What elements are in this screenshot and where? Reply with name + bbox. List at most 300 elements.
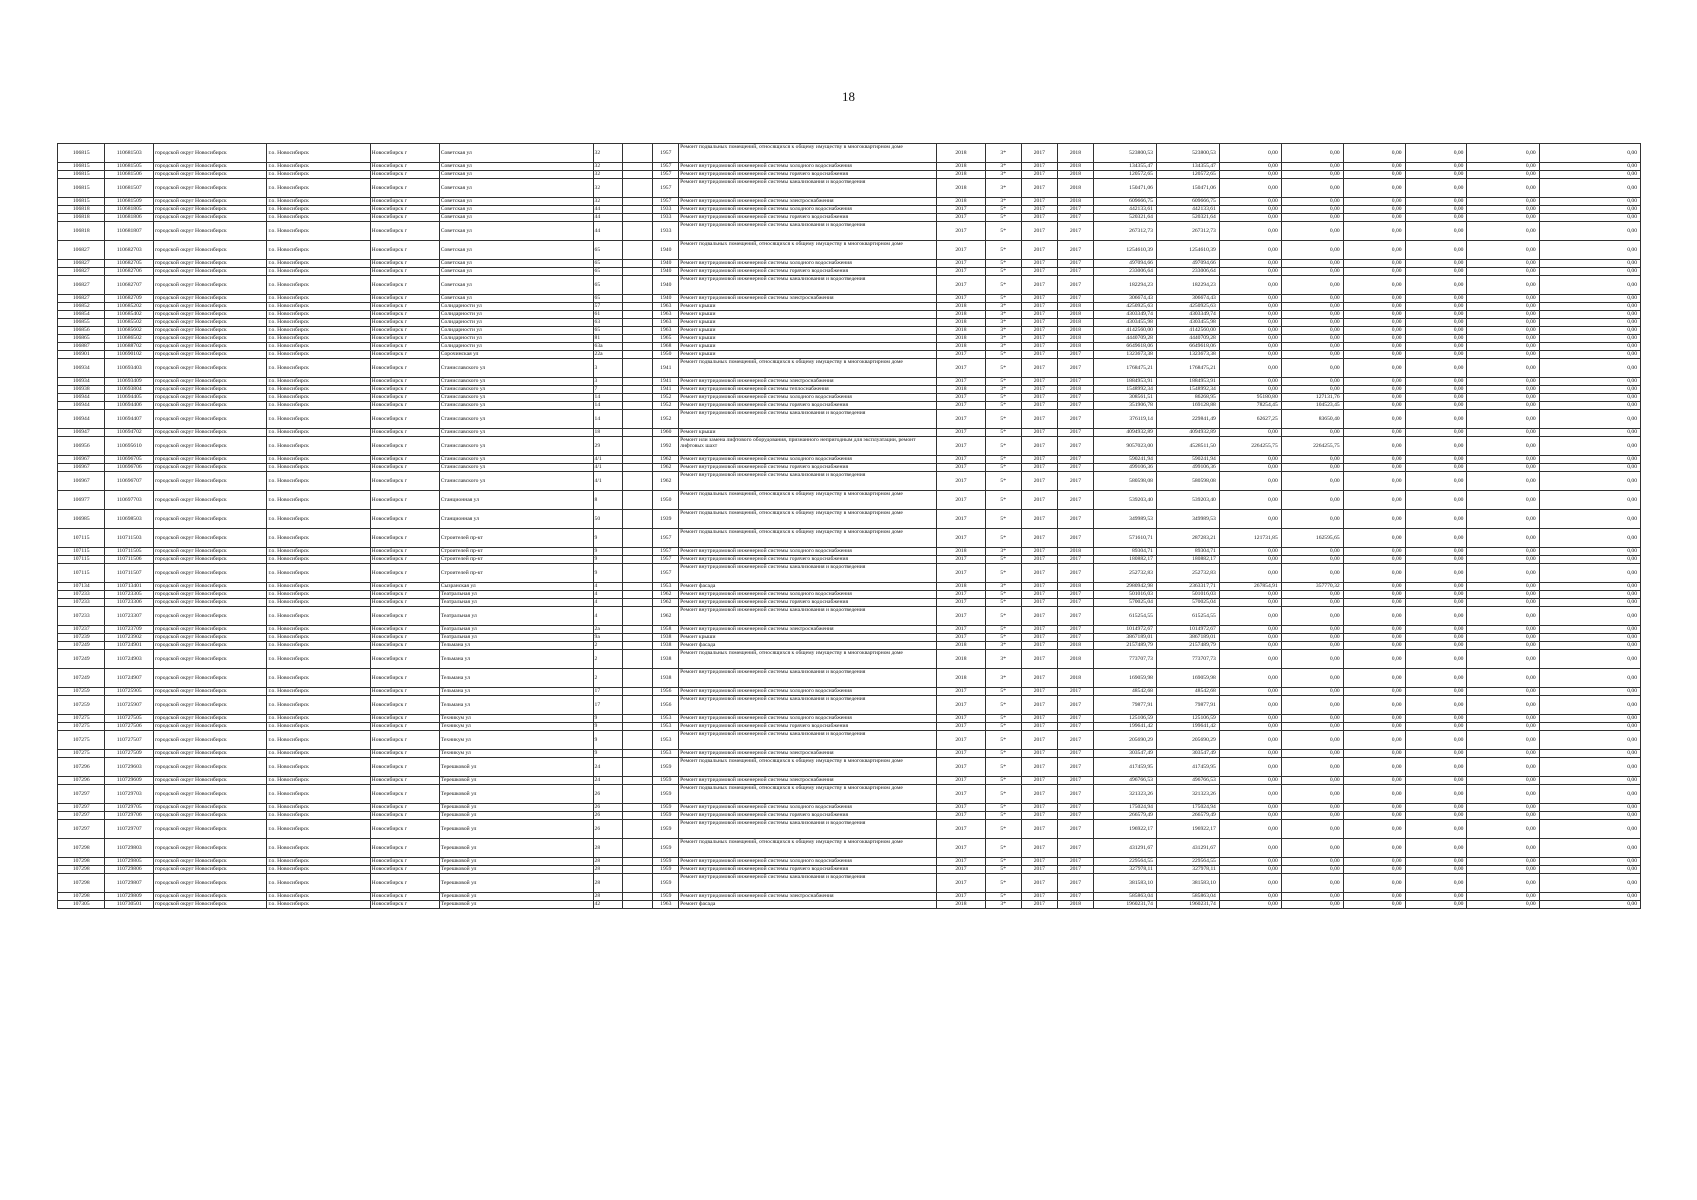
table-cell: 107297 [58,785,105,804]
table-cell: 0,00 [1405,359,1467,378]
table-cell: Новосибирск г [370,335,439,343]
table-cell: 5* [985,464,1021,472]
table-cell: 0,00 [1539,731,1640,750]
table-cell: 0,00 [1281,303,1343,311]
table-cell: 2017 [1021,179,1057,198]
table-cell: Новосибирск г [370,343,439,351]
table-cell: 110711507 [105,564,154,583]
table-cell: городской округ Новосибирск [153,858,267,866]
table-cell: 9 [593,529,623,548]
table-cell: 2017 [1057,564,1093,583]
table-cell: 2018 [937,179,986,198]
table-cell: 0,00 [1467,268,1539,276]
table-cell: 0,00 [1343,529,1405,548]
table-cell: 0,00 [1343,591,1405,599]
table-cell: г.о. Новосибирск [267,464,370,472]
table-cell: 5* [985,214,1021,222]
table-cell: 0,00 [1281,669,1343,688]
table-cell: 48542,68 [1093,688,1156,696]
table-cell: 0,00 [1539,626,1640,634]
table-cell: 0,00 [1343,206,1405,214]
table-cell: 0,00 [1343,144,1405,163]
table-cell: Ремонт крыши [679,303,937,311]
table-cell: 0,00 [1343,351,1405,359]
table-cell: Новосибирск г [370,268,439,276]
table-row [58,351,1641,359]
table-cell: 2017 [1021,491,1057,510]
table-cell: Новосибирск г [370,901,439,909]
table-cell: Новосибирск г [370,669,439,688]
table-cell: 0,00 [1467,144,1539,163]
table-cell: 107237 [58,626,105,634]
table-cell: 9 [593,548,623,556]
table-cell: 107297 [58,812,105,820]
table-row [58,303,1641,311]
table-cell: 0,00 [1219,171,1281,179]
table-cell: 110723307 [105,607,154,626]
table-cell [623,626,653,634]
table-cell: 357770,32 [1281,583,1343,591]
table-cell: г.о. Новосибирск [267,688,370,696]
table-cell: 106938 [58,386,105,394]
table-cell: Ремонт внутридомовой инженерной системы канализования и водоотведения [679,222,937,241]
table-cell: 0,00 [1467,359,1539,378]
table-cell: городской округ Новосибирск [153,311,267,319]
table-cell: 1953 [653,583,679,591]
table-cell: городской округ Новосибирск [153,327,267,335]
table-cell: 0,00 [1343,410,1405,429]
table-cell: Новосибирск г [370,564,439,583]
table-cell: 0,00 [1467,335,1539,343]
table-cell: 1960231,74 [1093,901,1156,909]
table-cell: 4/1 [593,464,623,472]
table-row [58,437,1641,456]
table-cell: 3* [985,303,1021,311]
table-cell: Новосибирск г [370,696,439,715]
table-cell: 0,00 [1405,335,1467,343]
table-cell: 1953 [653,731,679,750]
table-cell: 0,00 [1219,327,1281,335]
table-cell: городской округ Новосибирск [153,394,267,402]
table-cell: 1959 [653,804,679,812]
table-cell: 5* [985,688,1021,696]
table-cell: Ремонт внутридомовой инженерной системы горячего водоснабжения [679,866,937,874]
table-cell: Новосибирск г [370,179,439,198]
table-cell: 0,00 [1281,144,1343,163]
table-cell: Театральная ул [439,634,593,642]
table-cell: 107275 [58,723,105,731]
table-row [58,260,1641,268]
table-cell: 2017 [1057,410,1093,429]
table-cell: 4303455,98 [1093,319,1156,327]
table-cell: 110696705 [105,456,154,464]
table-cell: 106818 [58,206,105,214]
table-cell: 150471,06 [1156,179,1219,198]
table-cell: городской округ Новосибирск [153,626,267,634]
table-cell: 0,00 [1343,268,1405,276]
table-cell: 0,00 [1219,214,1281,222]
table-cell: 2018 [937,335,986,343]
table-cell: 0,00 [1219,386,1281,394]
table-cell: 0,00 [1539,319,1640,327]
table-cell: 1959 [653,839,679,858]
table-cell: г.о. Новосибирск [267,214,370,222]
table-cell: 0,00 [1219,785,1281,804]
table-cell: 65 [593,327,623,335]
table-cell: 107233 [58,591,105,599]
table-cell: 110725905 [105,688,154,696]
table-cell: 303547,49 [1156,750,1219,758]
table-cell: 2017 [937,437,986,456]
table-cell: 106827 [58,268,105,276]
table-cell: г.о. Новосибирск [267,642,370,650]
table-row [58,343,1641,351]
table-cell: Ремонт внутридомовой инженерной системы канализования и водоотведения [679,731,937,750]
table-cell: 0,00 [1539,583,1640,591]
table-cell: 32 [593,171,623,179]
table-cell: г.о. Новосибирск [267,583,370,591]
table-cell: 110729706 [105,812,154,820]
table-cell: 2018 [1057,650,1093,669]
table-cell: 0,00 [1343,750,1405,758]
table-cell: г.о. Новосибирск [267,820,370,839]
table-cell: 0,00 [1281,901,1343,909]
table-cell: Театральная ул [439,591,593,599]
table-cell: Станиславского ул [439,394,593,402]
table-cell: 79877,91 [1156,696,1219,715]
table-cell: 4528511,50 [1156,437,1219,456]
table-cell: 0,00 [1219,198,1281,206]
table-cell: 2017 [1057,607,1093,626]
table-cell: 2018 [937,144,986,163]
table-cell: Новосибирск г [370,206,439,214]
table-cell: 2017 [1057,222,1093,241]
table-cell: 2017 [937,777,986,785]
table-cell: городской округ Новосибирск [153,688,267,696]
table-cell: Новосибирск г [370,548,439,556]
table-cell: 0,00 [1219,144,1281,163]
table-cell: 0,00 [1539,179,1640,198]
table-cell: городской округ Новосибирск [153,564,267,583]
table-cell: 0,00 [1467,343,1539,351]
table-cell: 2018 [1057,144,1093,163]
table-cell: Новосибирск г [370,626,439,634]
table-cell: городской округ Новосибирск [153,893,267,901]
table-row [58,758,1641,777]
table-cell: 0,00 [1405,295,1467,303]
table-cell: 107298 [58,858,105,866]
table-cell: Новосибирск г [370,777,439,785]
table-cell: 0,00 [1343,688,1405,696]
table-cell: 0,00 [1405,820,1467,839]
table-row [58,858,1641,866]
table-cell: 0,00 [1467,410,1539,429]
table-cell: г.о. Новосибирск [267,378,370,386]
table-cell: 44 [593,214,623,222]
table-cell: 107298 [58,839,105,858]
table-cell: 2 [593,650,623,669]
table-cell: 5* [985,410,1021,429]
table-cell: г.о. Новосибирск [267,510,370,529]
table-cell: 0,00 [1539,295,1640,303]
table-cell: 0,00 [1405,626,1467,634]
table-cell: 267312,73 [1156,222,1219,241]
table-cell: г.о. Новосибирск [267,222,370,241]
table-cell: 5* [985,874,1021,893]
table-cell: Ремонт внутридомовой инженерной системы горячего водоснабжения [679,599,937,607]
table-cell: 0,00 [1405,464,1467,472]
table-cell: 107115 [58,529,105,548]
table-cell: 1950 [653,491,679,510]
table-cell: 0,00 [1405,839,1467,858]
table-row [58,163,1641,171]
table-cell: 0,00 [1219,696,1281,715]
table-cell: городской округ Новосибирск [153,464,267,472]
table-cell: 2018 [937,303,986,311]
table-cell: Советская ул [439,295,593,303]
table-cell: 0,00 [1467,260,1539,268]
table-cell: 0,00 [1405,394,1467,402]
table-cell: 0,00 [1467,607,1539,626]
table-cell: 0,00 [1343,327,1405,335]
table-cell: 0,00 [1219,642,1281,650]
table-cell: 5* [985,866,1021,874]
table-cell: 48542,68 [1156,688,1219,696]
table-cell: г.о. Новосибирск [267,723,370,731]
table-cell: 0,00 [1219,295,1281,303]
table-cell: 0,00 [1281,839,1343,858]
table-cell: 2017 [937,874,986,893]
table-cell [623,335,653,343]
table-cell: Строителей пр-кт [439,548,593,556]
table-cell: 106944 [58,402,105,410]
table-cell: 0,00 [1219,303,1281,311]
table-cell: 1933 [653,214,679,222]
table-cell: Ремонт внутридомовой инженерной системы канализования и водоотведения [679,820,937,839]
table-cell: Терешковой ул [439,866,593,874]
table-cell: 110727507 [105,731,154,750]
table-cell: Станиславского ул [439,410,593,429]
table-cell: г.о. Новосибирск [267,893,370,901]
table-cell: 2017 [937,456,986,464]
table-cell: 1323673,38 [1093,351,1156,359]
table-cell: 110729603 [105,758,154,777]
table-cell: 2017 [1057,241,1093,260]
table-cell: 1959 [653,893,679,901]
table-cell [623,556,653,564]
table-cell: 5* [985,295,1021,303]
table-cell: 106827 [58,276,105,295]
table-cell: 497094,66 [1156,260,1219,268]
table-cell: 32 [593,163,623,171]
table-cell: 0,00 [1343,874,1405,893]
table-cell: 2017 [1021,696,1057,715]
table-row [58,198,1641,206]
table-cell: 1953 [653,723,679,731]
table-cell: 501016,03 [1093,591,1156,599]
table-cell: 1962 [653,456,679,464]
table-cell: 125106,59 [1093,715,1156,723]
table-cell: 1957 [653,163,679,171]
table-cell: 609666,75 [1093,198,1156,206]
table-cell [623,607,653,626]
table-cell: 14 [593,402,623,410]
table-cell: 0,00 [1539,343,1640,351]
table-cell: 381583,10 [1093,874,1156,893]
table-cell: 107134 [58,583,105,591]
table-cell: 0,00 [1467,276,1539,295]
table-cell: 205690,29 [1093,731,1156,750]
table-cell: 0,00 [1539,599,1640,607]
table-cell: 4142560,00 [1156,327,1219,335]
table-cell: 5* [985,222,1021,241]
table-cell: 1959 [653,874,679,893]
table-cell: 0,00 [1219,893,1281,901]
table-cell: г.о. Новосибирск [267,556,370,564]
table-cell: г.о. Новосибирск [267,731,370,750]
table-cell: 0,00 [1281,866,1343,874]
table-cell: 0,00 [1405,785,1467,804]
table-cell: 5* [985,437,1021,456]
table-cell: 107297 [58,804,105,812]
table-cell: 5* [985,591,1021,599]
table-row [58,626,1641,634]
table-cell: 0,00 [1539,429,1640,437]
table-cell: 110694405 [105,394,154,402]
table-cell: Ремонт внутридомовой инженерной системы канализования и водоотведения [679,564,937,583]
table-cell: 0,00 [1539,222,1640,241]
table-cell: 0,00 [1539,874,1640,893]
table-cell: 110682705 [105,260,154,268]
table-cell: 2017 [1021,472,1057,491]
table-cell: 110685402 [105,311,154,319]
table-cell: Ремонт внутридомовой инженерной системы канализования и водоотведения [679,696,937,715]
table-row [58,866,1641,874]
table-cell: 0,00 [1343,820,1405,839]
table-cell: 0,00 [1343,715,1405,723]
table-cell: 0,00 [1219,626,1281,634]
table-cell: 110727506 [105,723,154,731]
table-cell: 2017 [937,688,986,696]
table-cell: Станционная ул [439,491,593,510]
table-cell: 2017 [937,410,986,429]
table-cell: 499106,36 [1156,464,1219,472]
table-cell: 0,00 [1219,241,1281,260]
table-cell [623,901,653,909]
table-cell: 2017 [1021,901,1057,909]
table-cell: 0,00 [1405,893,1467,901]
table-cell: Театральная ул [439,607,593,626]
table-cell: Ремонт внутридомовой инженерной системы горячего водоснабжения [679,723,937,731]
table-cell: 2017 [1057,804,1093,812]
table-cell: 5* [985,510,1021,529]
table-cell: 1992 [653,437,679,456]
table-cell: Ремонт фасада [679,583,937,591]
table-cell: 110695610 [105,437,154,456]
table-cell: 4142560,00 [1093,327,1156,335]
table-cell: 5* [985,839,1021,858]
table-cell: 0,00 [1539,607,1640,626]
table-cell: Новосибирск г [370,529,439,548]
table-cell: 110690102 [105,351,154,359]
table-cell: 5* [985,731,1021,750]
table-cell: 106856 [58,327,105,335]
table-cell: 2017 [1057,529,1093,548]
table-cell: 24 [593,777,623,785]
table-cell: 0,00 [1539,491,1640,510]
table-cell: 0,00 [1281,319,1343,327]
table-cell: 2018 [937,171,986,179]
table-cell: 1959 [653,866,679,874]
table-cell: 2017 [1021,820,1057,839]
table-cell: 106967 [58,472,105,491]
table-cell: 2264255,75 [1219,437,1281,456]
table-cell: Тельмана ул [439,688,593,696]
table-cell: 0,00 [1467,642,1539,650]
table-cell: городской округ Новосибирск [153,378,267,386]
table-cell: 0,00 [1343,343,1405,351]
table-cell: 2017 [1057,260,1093,268]
table-cell: Новосибирск г [370,394,439,402]
table-cell: 0,00 [1539,529,1640,548]
table-cell: 2018 [937,669,986,688]
table-cell [623,410,653,429]
table-cell: 0,00 [1281,591,1343,599]
table-cell: 0,00 [1539,650,1640,669]
table-cell [623,696,653,715]
table-row [58,820,1641,839]
table-cell: 3* [985,144,1021,163]
table-cell: 229564,55 [1093,858,1156,866]
table-cell: Новосибирск г [370,583,439,591]
table-cell: 0,00 [1281,260,1343,268]
table-cell: г.о. Новосибирск [267,163,370,171]
table-cell: 2017 [1021,351,1057,359]
table-cell: Строителей пр-кт [439,564,593,583]
table-cell: 0,00 [1467,171,1539,179]
table-cell: 0,00 [1405,241,1467,260]
table-cell: 2017 [937,241,986,260]
table-row [58,583,1641,591]
table-cell: 0,00 [1405,804,1467,812]
table-cell: 107249 [58,650,105,669]
table-cell: 3* [985,311,1021,319]
table-cell: 0,00 [1281,696,1343,715]
table-cell: 1959 [653,820,679,839]
table-cell: 2018 [1057,163,1093,171]
table-cell: 0,00 [1343,723,1405,731]
table-cell: Терешковой ул [439,820,593,839]
table-cell: 4094932,89 [1156,429,1219,437]
table-cell: 0,00 [1539,893,1640,901]
table-cell: г.о. Новосибирск [267,634,370,642]
table-cell: 0,00 [1467,723,1539,731]
table-cell: Ремонт внутридомовой инженерной системы электроснабжения [679,626,937,634]
table-cell: 2017 [1021,359,1057,378]
table-cell: 0,00 [1405,548,1467,556]
table-cell: 4440709,28 [1156,335,1219,343]
table-cell: 2017 [1021,311,1057,319]
table-cell: 0,00 [1281,723,1343,731]
table-cell: 0,00 [1405,276,1467,295]
table-cell: 0,00 [1405,750,1467,758]
table-cell: 2017 [1057,491,1093,510]
table-cell: 497094,66 [1093,260,1156,268]
table-cell: 1957 [653,179,679,198]
table-cell: 42 [593,901,623,909]
table-cell [623,548,653,556]
table-cell: городской округ Новосибирск [153,319,267,327]
